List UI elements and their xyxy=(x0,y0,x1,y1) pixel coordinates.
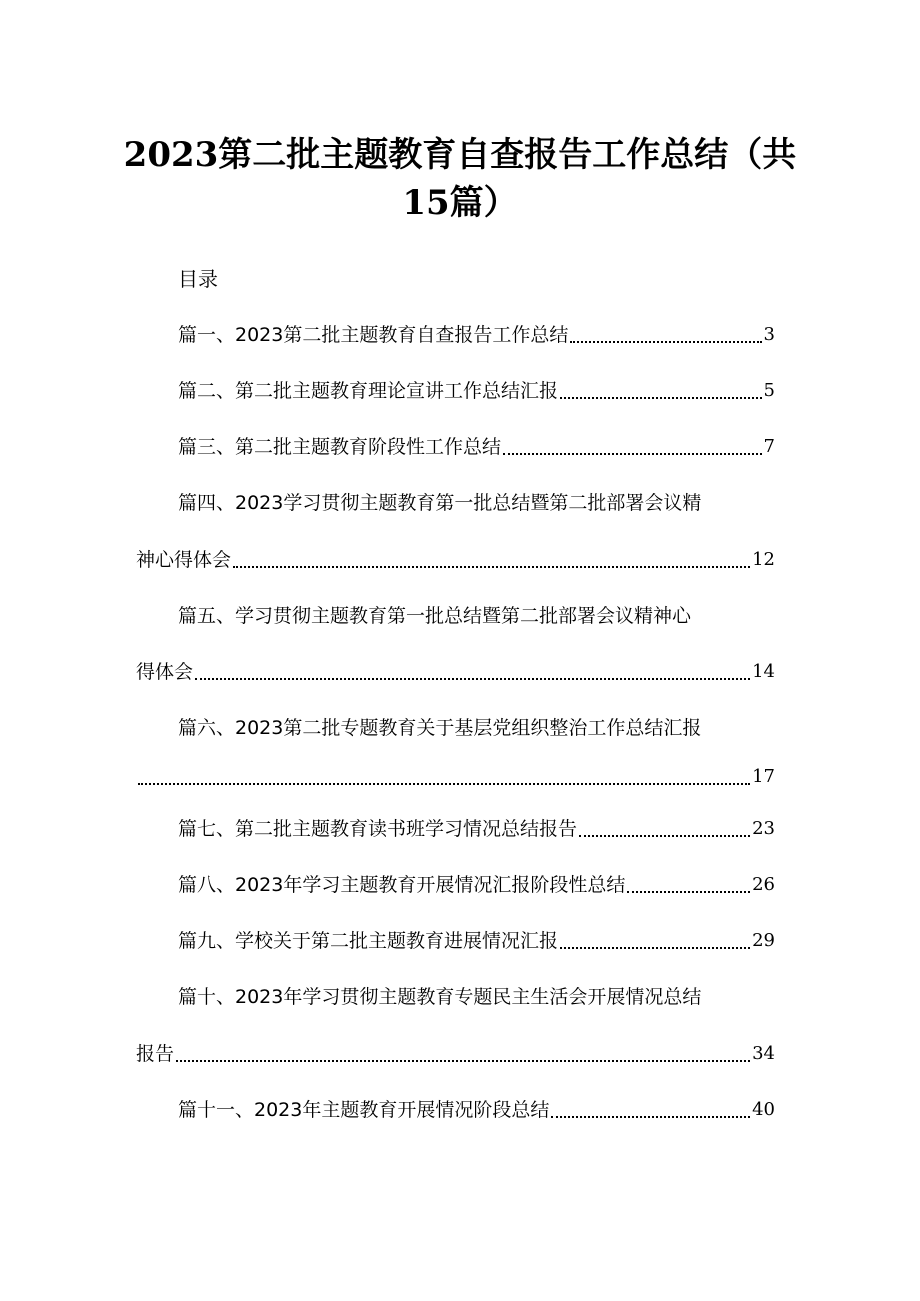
toc-entry-1[interactable] xyxy=(136,320,775,350)
toc-entry-page: 14 xyxy=(752,661,775,682)
dot-leader xyxy=(138,783,750,785)
dot-leader xyxy=(627,891,750,893)
dot-leader xyxy=(579,835,750,837)
toc-entry-page: 5 xyxy=(763,380,775,401)
toc-entry-6-continuation[interactable] xyxy=(136,762,775,792)
toc-entry-page: 7 xyxy=(763,436,775,457)
dot-leader xyxy=(195,678,750,680)
toc-entry-title: 篇十、2023年学习贯彻主题教育专题民主生活会开展情况总结 xyxy=(178,986,702,1008)
toc-entry-title: 篇五、学习贯彻主题教育第一批总结暨第二批部署会议精神心 xyxy=(178,605,692,627)
toc-entry-5-continuation[interactable] xyxy=(136,657,775,687)
dot-leader xyxy=(570,341,761,343)
toc-entry-5[interactable] xyxy=(136,601,775,631)
toc-entry-title: 篇七、第二批主题教育读书班学习情况总结报告 xyxy=(178,818,578,840)
toc-entry-page: 34 xyxy=(752,1043,775,1064)
toc-entry-page: 26 xyxy=(752,874,775,895)
toc-entry-10-continuation[interactable] xyxy=(136,1039,775,1069)
toc-entry-2[interactable] xyxy=(136,376,775,406)
toc-entry-page: 29 xyxy=(752,930,775,951)
toc-entry-3[interactable] xyxy=(136,432,775,462)
toc-entry-9[interactable] xyxy=(136,926,775,956)
toc-entry-11[interactable] xyxy=(136,1095,775,1125)
toc-entry-title: 篇九、学校关于第二批主题教育进展情况汇报 xyxy=(178,930,559,952)
dot-leader xyxy=(560,947,750,949)
toc-entry-title-continuation: 神心得体会 xyxy=(136,549,232,571)
toc-entry-title: 篇三、第二批主题教育阶段性工作总结 xyxy=(178,436,502,458)
toc-entry-page: 12 xyxy=(752,549,775,570)
toc-entry-title: 篇一、2023第二批主题教育自查报告工作总结 xyxy=(178,324,569,346)
document-title-line-1: 2023第二批主题教育自查报告工作总结（共 xyxy=(123,135,797,175)
dot-leader xyxy=(560,397,762,399)
toc-entry-6[interactable] xyxy=(136,713,775,743)
toc-entry-title: 篇八、2023年学习主题教育开展情况汇报阶段性总结 xyxy=(178,874,626,896)
toc-entry-8[interactable] xyxy=(136,870,775,900)
toc-heading: 目录 xyxy=(178,267,218,291)
toc-entry-title-continuation: 报告 xyxy=(136,1043,175,1065)
toc-entry-4[interactable] xyxy=(136,488,775,518)
dot-leader xyxy=(551,1116,750,1118)
toc-entry-title: 篇六、2023第二批专题教育关于基层党组织整治工作总结汇报 xyxy=(178,717,702,739)
document-title-line-2: 15篇） xyxy=(402,183,518,223)
toc-entry-title: 篇四、2023学习贯彻主题教育第一批总结暨第二批部署会议精 xyxy=(178,492,702,514)
toc-entry-10[interactable] xyxy=(136,982,775,1012)
toc-entry-page: 3 xyxy=(763,324,775,345)
dot-leader xyxy=(503,453,762,455)
toc-entry-4-continuation[interactable] xyxy=(136,545,775,575)
dot-leader xyxy=(176,1060,750,1062)
toc-entry-title-continuation: 得体会 xyxy=(136,661,194,683)
dot-leader xyxy=(233,566,750,568)
toc-entry-title: 篇二、第二批主题教育理论宣讲工作总结汇报 xyxy=(178,380,559,402)
toc-entry-7[interactable] xyxy=(136,814,775,844)
toc-entry-page: 40 xyxy=(752,1099,775,1120)
toc-entry-page: 23 xyxy=(752,818,775,839)
toc-entry-title: 篇十一、2023年主题教育开展情况阶段总结 xyxy=(178,1099,550,1121)
toc-entry-page: 17 xyxy=(752,766,775,787)
